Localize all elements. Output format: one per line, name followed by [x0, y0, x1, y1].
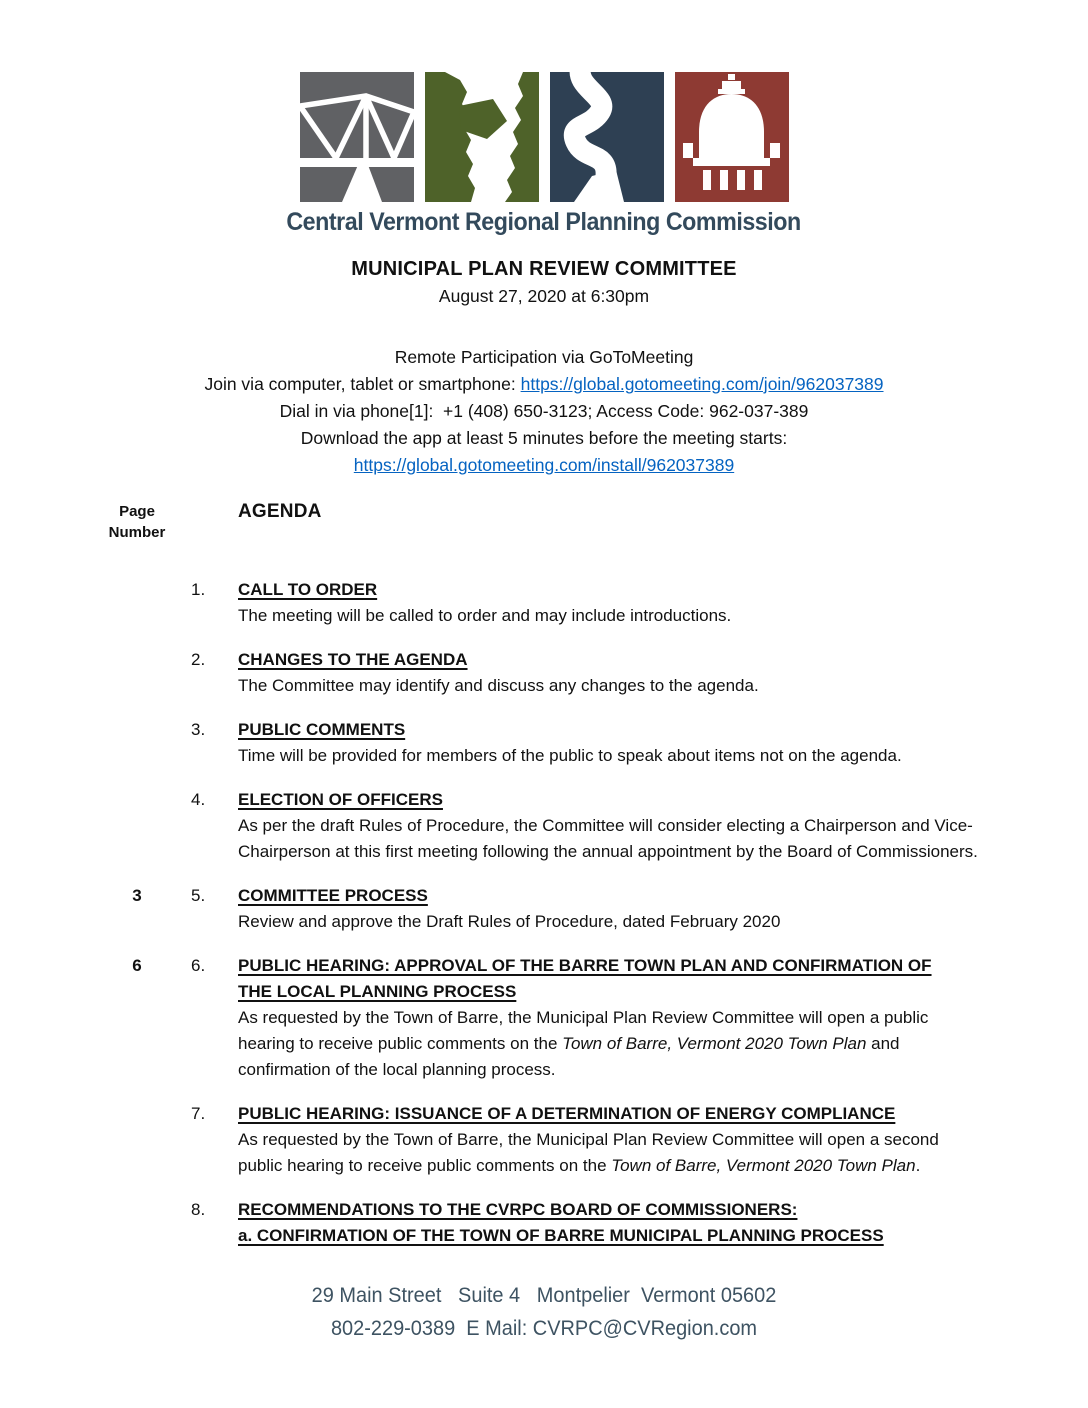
agenda-item — [98, 883, 1058, 935]
footer-address: 29 Main Street Suite 4 Montpelier Vermont 05602 — [311, 1284, 777, 1307]
agenda-item-subtitle: a. CONFIRMATION OF THE TOWN OF BARRE MUNICIPAL PLANNING PROCESS — [238, 1226, 884, 1245]
agenda-item-title: CALL TO ORDER — [238, 580, 378, 599]
logo — [0, 0, 1088, 237]
capitol-dome-icon — [675, 72, 789, 202]
agenda-item-page-number — [98, 577, 176, 629]
agenda-item-title: COMMITTEE PROCESS — [238, 886, 428, 905]
agenda-item — [98, 953, 1058, 1083]
agenda-item-title: PUBLIC HEARING: ISSUANCE OF A DETERMINATION OF ENERGY COMPLIANCE — [238, 1104, 896, 1123]
agenda-item — [98, 717, 1058, 769]
download-app-line: Download the app at least 5 minutes before the meeting starts: — [300, 428, 788, 448]
agenda-item — [98, 787, 1058, 865]
agenda-item-description: Review and approve the Draft Rules of Procedure, dated February 2020 — [238, 912, 781, 931]
vermont-map-icon — [425, 72, 539, 202]
agenda-item-content — [238, 883, 1058, 935]
agenda-item-title: RECOMMENDATIONS TO THE CVRPC BOARD OF COMMISSIONERS: — [238, 1200, 798, 1219]
agenda-item-number: 5. — [191, 886, 206, 905]
meeting-title: MUNICIPAL PLAN REVIEW COMMITTEE — [351, 258, 737, 280]
agenda-item-page-number — [98, 787, 176, 865]
agenda-item — [98, 577, 1058, 629]
agenda-item-number: 7. — [191, 1104, 206, 1123]
logo-wordmark: Central Vermont Regional Planning Commission — [286, 208, 802, 236]
agenda-item — [98, 1101, 1058, 1179]
agenda-item-page-number: 6 — [132, 956, 142, 975]
agenda-item-page-number — [98, 1197, 176, 1249]
agenda-item-content — [238, 577, 1058, 629]
agenda-item-description: The meeting will be called to order and may include introductions. — [238, 606, 732, 625]
agenda-item-content — [238, 787, 1058, 865]
dial-in-line: Dial in via phone[1]: +1 (408) 650-3123; Access Code: 962-037-389 — [279, 401, 809, 421]
agenda-item-page-number: 3 — [132, 886, 142, 905]
agenda-item-number: 6. — [191, 956, 206, 975]
agenda-item-number: 1. — [191, 580, 206, 599]
agenda-item — [98, 1197, 1058, 1249]
agenda-item-content — [238, 717, 1058, 769]
agenda-item-number: 2. — [191, 650, 206, 669]
agenda-header — [98, 501, 1058, 543]
winding-river-icon — [550, 72, 664, 202]
footer-contact: 802-229-0389 E Mail: CVRPC@CVRegion.com — [330, 1317, 758, 1340]
agenda-item-description: The Committee may identify and discuss any changes to the agenda. — [238, 676, 759, 695]
agenda-item-content — [238, 647, 1058, 699]
agenda-item-description: As per the draft Rules of Procedure, the Committee will consider electing a Chairperson and Vice-Chairperson at this first meeting following the annual appointment by the Board of Commissioners. — [238, 816, 978, 861]
remote-participation-block — [0, 344, 1088, 479]
agenda-item-description: As requested by the Town of Barre, the Municipal Plan Review Committee will open a public hearing to receive public comments on the Town of Barre, Vermont 2020 Town Plan and confirmation of the local planning process. — [238, 1008, 929, 1079]
agenda-item-content — [238, 1101, 1058, 1179]
agenda-item-content — [238, 953, 1058, 1083]
agenda-item-number: 3. — [191, 720, 206, 739]
logo-panels — [300, 72, 789, 202]
footer — [27, 1279, 1061, 1345]
install-line — [0, 452, 1088, 479]
page-number-label: Page Number — [108, 503, 166, 541]
meeting-datetime: August 27, 2020 at 6:30pm — [438, 286, 650, 306]
agenda-item-content — [238, 1197, 1058, 1249]
agenda-item-title: PUBLIC HEARING: APPROVAL OF THE BARRE TOWN PLAN AND CONFIRMATION OF THE LOCAL PLANNING PROCESS — [238, 956, 932, 1001]
agenda-item-description: Time will be provided for members of the public to speak about items not on the agenda. — [238, 746, 902, 765]
remote-participation-line: Remote Participation via GoToMeeting — [394, 347, 694, 367]
agenda-item-number: 4. — [191, 790, 206, 809]
agenda-item-title: PUBLIC COMMENTS — [238, 720, 406, 739]
agenda-item-title: CHANGES TO THE AGENDA — [238, 650, 468, 669]
join-line — [0, 371, 1088, 398]
agenda-item-description: As requested by the Town of Barre, the Municipal Plan Review Committee will open a second public hearing to receive public comments on the Town of Barre, Vermont 2020 Town Plan. — [238, 1130, 939, 1175]
agenda-list — [0, 577, 1088, 1249]
join-meeting-link[interactable]: https://global.gotomeeting.com/join/962037389 — [520, 374, 884, 394]
agenda-item-title: ELECTION OF OFFICERS — [238, 790, 443, 809]
agenda-item-page-number — [98, 1101, 176, 1179]
agenda-heading: AGENDA — [238, 501, 322, 522]
agenda-item-page-number — [98, 717, 176, 769]
join-prefix: Join via computer, tablet or smartphone: — [204, 374, 521, 394]
agenda-item-number: 8. — [191, 1200, 206, 1219]
bridge-truss-icon — [300, 72, 414, 202]
install-app-link[interactable]: https://global.gotomeeting.com/install/962037389 — [353, 455, 735, 475]
agenda-item-page-number — [98, 647, 176, 699]
agenda-item — [98, 647, 1058, 699]
